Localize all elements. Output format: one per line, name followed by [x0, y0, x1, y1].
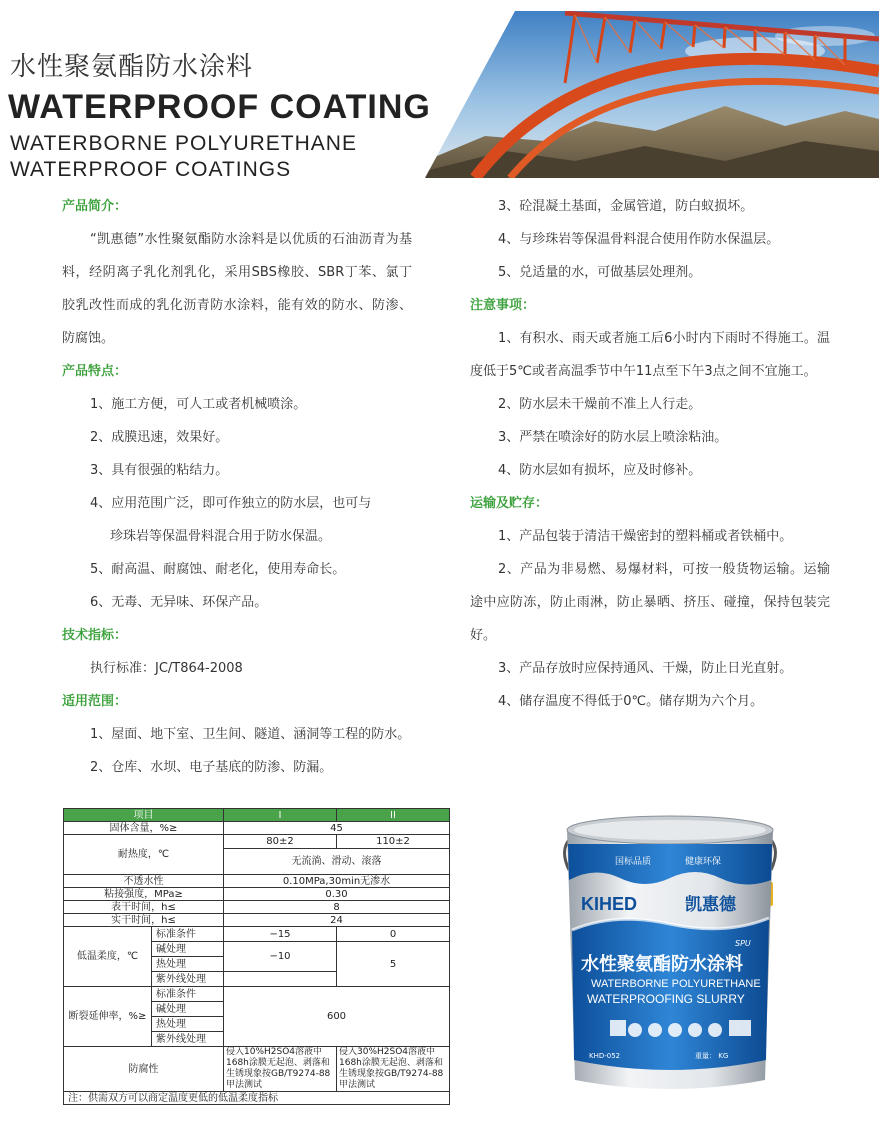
feature-item: 4、应用范围广泛，即可作独立的防水层，也可与: [90, 496, 372, 511]
imperm-label: 不透水性: [64, 875, 224, 888]
bucket-band-left: 国标品质: [615, 857, 652, 867]
feature-item: 2、成膜迅速，效果好。: [90, 430, 229, 445]
storage-item: 4、储存温度不得低于0℃。储存期为六个月。: [498, 694, 764, 709]
hard-dry-value: 24: [224, 914, 450, 927]
page-title-en: WATERPROOF COATING: [8, 88, 431, 126]
bucket-spu: SPU: [735, 939, 751, 948]
flex-std-2: 0: [337, 927, 450, 942]
table-row: [64, 914, 450, 927]
solid-label: 固体含量，%≥: [64, 822, 224, 835]
scope-item: 1、屋面、地下室、卫生间、隧道、涵洞等工程的防水。: [90, 727, 411, 742]
corrosion-value-2: 侵入30%H2SO4溶液中168h涂膜无起泡、剥落和生锈现象按GB/T9274-88甲法测试: [337, 1047, 450, 1092]
cond-uv: 紫外线处理: [152, 1032, 224, 1047]
storage-title: 运输及贮存：: [470, 496, 549, 511]
cond-alkali: 碱处理: [152, 1002, 224, 1017]
spec-table: [63, 808, 450, 1105]
cond-uv: 紫外线处理: [152, 972, 224, 987]
flex-std-1: −15: [224, 927, 337, 942]
feature-item: 5、耐高温、耐腐蚀、耐老化，使用寿命长。: [90, 562, 346, 577]
bond-value: 0.30: [224, 888, 450, 901]
table-row: [64, 1047, 450, 1092]
bucket-name-cn: 水性聚氨酯防水涂料: [581, 954, 743, 975]
scope-title: 适用范围：: [62, 694, 128, 709]
bridge-banner-image: [425, 11, 879, 178]
table-note: 注：供需双方可以商定温度更低的低温柔度指标: [64, 1092, 450, 1105]
product-bucket-image: [555, 800, 785, 1100]
heat-value-2: 110±2: [337, 835, 450, 849]
flex-label: 低温柔度，℃: [64, 927, 152, 987]
flex-other-1: −10: [224, 942, 337, 972]
features-title: 产品特点：: [62, 364, 128, 379]
imperm-value: 0.10MPa,30min无渗水: [224, 875, 450, 888]
intro-text: “凯惠德”水性聚氨酯防水涂料是以优质的石油沥青为基料，经阴离子乳化剂乳化，采用SBS橡胶、SBR丁苯、氯丁胶乳改性而成的乳化沥青防水涂料，能有效的防水、防渗、防腐蚀。: [62, 232, 412, 346]
table-header-row: [64, 809, 450, 822]
bucket-brand-en: KIHED: [581, 894, 638, 914]
tech-standard: 执行标准：JC/T864-2008: [90, 661, 243, 676]
feature-item: 珍珠岩等保温骨料混合用于防水保温。: [110, 529, 332, 544]
surface-dry-value: 8: [224, 901, 450, 914]
elongation-label: 断裂延伸率，%≥: [64, 987, 152, 1047]
table-note-row: [64, 1092, 450, 1105]
cond-standard: 标准条件: [152, 987, 224, 1002]
cond-heat: 热处理: [152, 957, 224, 972]
page-title-cn: 水性聚氨酯防水涂料: [10, 52, 254, 82]
table-row: [64, 888, 450, 901]
table-row: [64, 927, 450, 942]
scope-item: 4、与珍珠岩等保温骨料混合使用作防水保温层。: [498, 232, 780, 247]
header-item: 项目: [64, 809, 224, 822]
hard-dry-label: 实干时间，h≤: [64, 914, 224, 927]
cond-standard: 标准条件: [152, 927, 224, 942]
scope-item: 5、兑适量的水，可做基层处理剂。: [498, 265, 702, 280]
note-item: 2、防水层未干燥前不准上人行走。: [498, 397, 702, 412]
bucket-band-right: 健康环保: [685, 857, 722, 867]
cond-heat: 热处理: [152, 1017, 224, 1032]
solid-value: 45: [224, 822, 450, 835]
notes-title: 注意事项：: [470, 298, 536, 313]
bucket-name-en2: WATERPROOFING SLURRY: [587, 992, 745, 1006]
subtitle-line-1: WATERBORNE POLYURETHANE: [10, 132, 357, 155]
bond-label: 粘接强度，MPa≥: [64, 888, 224, 901]
table-row: [64, 901, 450, 914]
feature-item: 6、无毒、无异味、环保产品。: [90, 595, 268, 610]
feature-item: 3、具有很强的粘结力。: [90, 463, 229, 478]
heat-value-1: 80±2: [224, 835, 337, 849]
header-grade-1: I: [224, 809, 337, 822]
table-row: [64, 987, 450, 1002]
elongation-value: 600: [224, 987, 450, 1047]
empty-cell: [224, 972, 337, 987]
feature-item: 1、施工方便，可人工或者机械喷涂。: [90, 397, 307, 412]
intro-title: 产品简介：: [62, 199, 128, 214]
header-grade-2: II: [337, 809, 450, 822]
scope-item: 3、砼混凝土基面，金属管道，防白蚁损坏。: [498, 199, 754, 214]
scope-item: 2、仓库、水坝、电子基底的防渗、防漏。: [90, 760, 333, 775]
heat-label: 耐热度，℃: [64, 835, 224, 875]
corrosion-label: 防腐性: [64, 1047, 224, 1092]
table-row: [64, 875, 450, 888]
bucket-code: KHD-052: [589, 1052, 621, 1060]
storage-item: 3、产品存放时应保持通风、干燥，防止日光直射。: [498, 661, 793, 676]
storage-item: 2、产品为非易燃、易爆材料，可按一般货物运输。运输途中应防冻，防止雨淋，防止暴晒、挤压、碰撞，保持包装完好。: [470, 562, 830, 643]
bucket-brand-cn: 凯惠德: [685, 895, 736, 915]
bucket-name-en1: WATERBORNE POLYURETHANE: [591, 978, 761, 990]
left-column: [62, 190, 412, 784]
note-item: 4、防水层如有损坏，应及时修补。: [498, 463, 702, 478]
right-column: [470, 190, 830, 718]
cond-alkali: 碱处理: [152, 942, 224, 957]
surface-dry-label: 表干时间，h≤: [64, 901, 224, 914]
subtitle-line-2: WATERPROOF COATINGS: [10, 158, 292, 181]
bucket-weight: 重量： KG: [695, 1052, 729, 1060]
table-row: [64, 822, 450, 835]
note-item: 3、严禁在喷涂好的防水层上喷涂粘油。: [498, 430, 728, 445]
tech-title: 技术指标：: [62, 628, 128, 643]
note-item: 1、有积水、雨天或者施工后6小时内下雨时不得施工。温度低于5℃或者高温季节中午11点至下午3点之间不宜施工。: [470, 331, 830, 379]
storage-item: 1、产品包装于清洁干燥密封的塑料桶或者铁桶中。: [498, 529, 793, 544]
heat-desc: 无流淌、滑动、滚落: [224, 849, 450, 875]
flex-other-2: 5: [337, 942, 450, 987]
corrosion-value-1: 侵入10%H2SO4溶液中168h涂膜无起泡、剥落和生锈现象按GB/T9274-88甲法测试: [224, 1047, 337, 1092]
table-row: [64, 835, 450, 849]
